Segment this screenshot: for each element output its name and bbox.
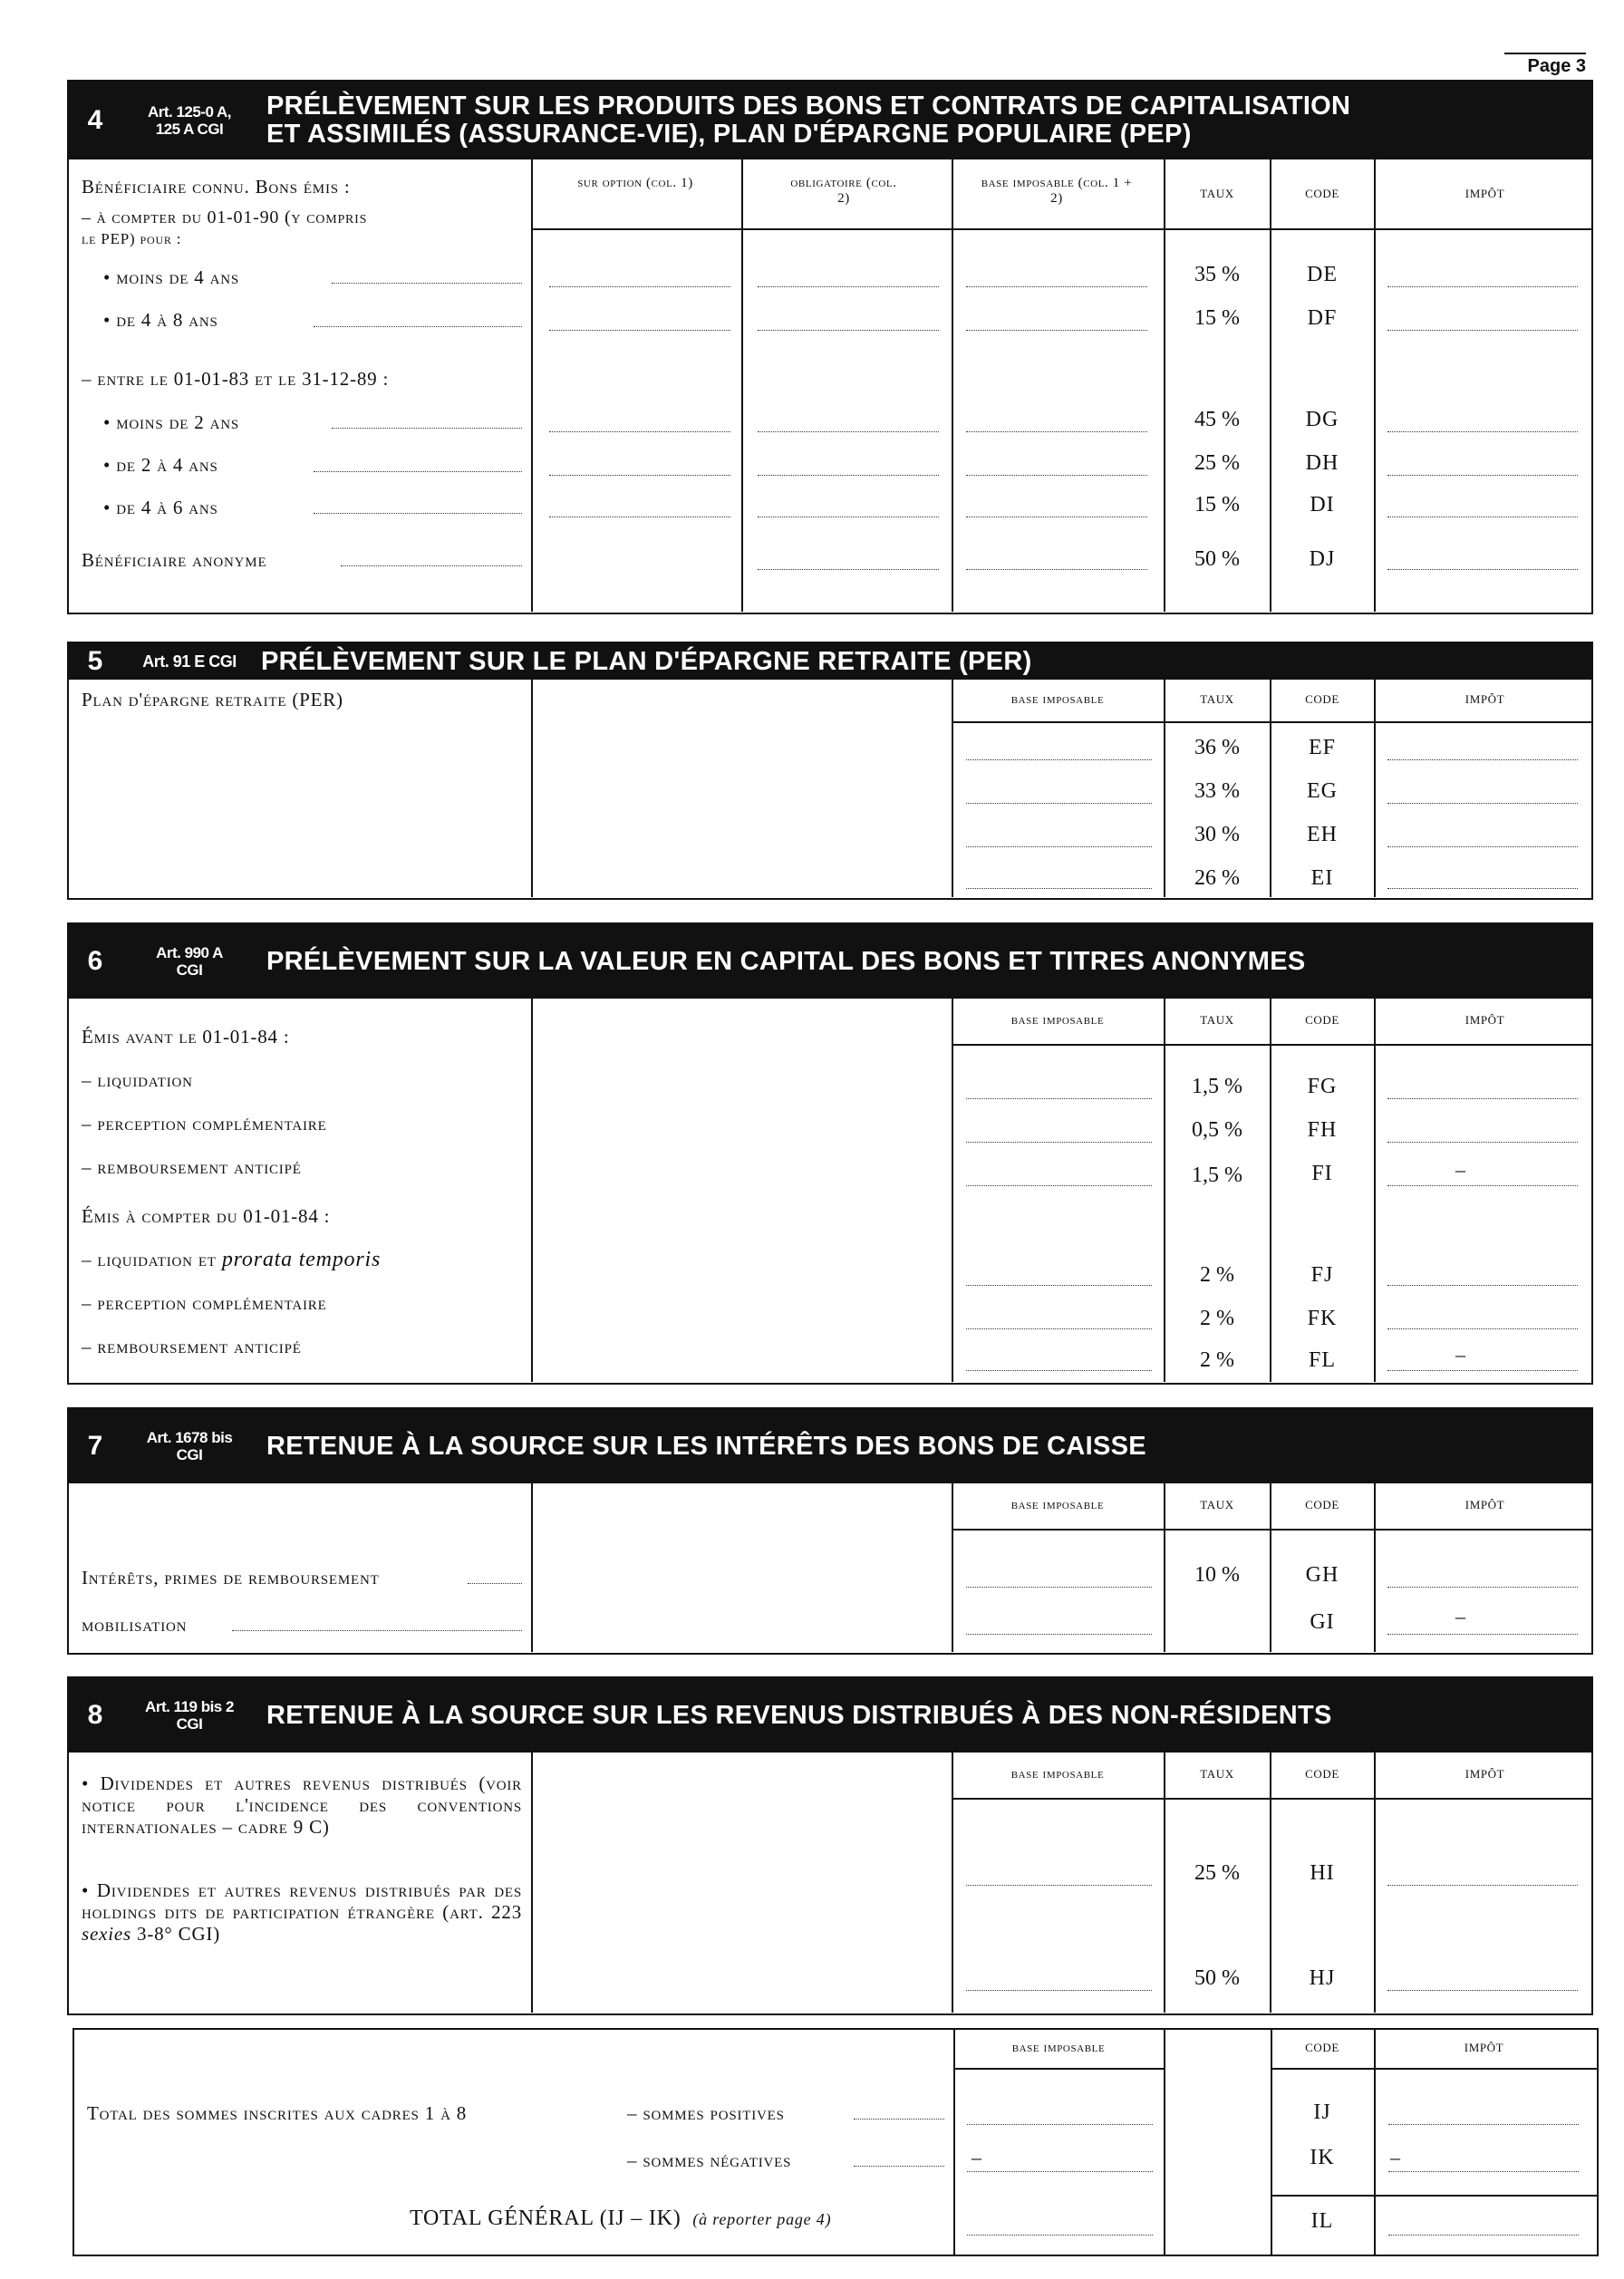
rate: 30 %	[1194, 823, 1240, 846]
rate: 1,5 %	[1192, 1075, 1242, 1098]
section-6-header	[69, 924, 1591, 999]
s6-group1: Émis avant le 01-01-84 :	[82, 1026, 290, 1048]
code: DE	[1307, 263, 1338, 286]
s7-row-label: Intérêts, primes de remboursement	[82, 1567, 380, 1589]
code: DH	[1305, 451, 1339, 475]
section-6-article-line1: Art. 990 A	[156, 944, 223, 961]
col-taux: taux	[1200, 183, 1234, 201]
section-4	[67, 80, 1593, 614]
rate: 25 %	[1194, 451, 1240, 475]
col-base-imposable: base imposable	[1010, 1498, 1105, 1512]
total-general-label: TOTAL GÉNÉRAL (IJ – IK)	[410, 2207, 682, 2230]
s5-label: Plan d'épargne retraite (PER)	[82, 689, 343, 710]
section-8	[67, 1676, 1593, 2015]
s4-row-label: • moins de 2 ans	[103, 411, 239, 433]
s8-text-2c: 3-8° CGI)	[137, 1923, 221, 1945]
s6-row-label-italic: prorata temporis	[221, 1248, 382, 1271]
section-6-number: 6	[87, 946, 103, 976]
section-5-header	[69, 643, 1591, 680]
s4-group2: – entre le 01-01-83 et le 31-12-89 :	[82, 368, 390, 390]
rate: 33 %	[1194, 779, 1240, 803]
section-4-title	[257, 92, 1350, 149]
section-6-article-line2: CGI	[176, 961, 203, 979]
s6-row-label	[82, 1249, 381, 1270]
col-taux: taux	[1200, 1763, 1234, 1782]
s6-row-label: – remboursement anticipé	[82, 1336, 302, 1357]
section-8-header	[69, 1678, 1591, 1753]
code: HI	[1310, 1861, 1335, 1885]
code: DF	[1307, 306, 1338, 330]
code: EG	[1307, 779, 1338, 803]
rate: 2 %	[1200, 1348, 1234, 1372]
rate: 35 %	[1194, 263, 1240, 286]
code: FK	[1307, 1307, 1338, 1330]
s8-text-1: • Dividendes et autres revenus distribués (voir notice pour l'incidence des conventions internationales – cadre 9 C)	[82, 1772, 522, 1838]
code: EH	[1307, 823, 1338, 846]
negative-dash: –	[1455, 1158, 1465, 1181]
code: EI	[1310, 866, 1334, 890]
rate: 25 %	[1194, 1861, 1240, 1885]
negative-dash: –	[1455, 1605, 1465, 1627]
s4-row-label: • de 2 à 4 ans	[103, 454, 218, 476]
totals-negative: – sommes négatives	[627, 2149, 792, 2171]
total-general	[410, 2207, 831, 2230]
code: FG	[1307, 1075, 1338, 1098]
s7-row-label: mobilisation	[82, 1614, 188, 1636]
totals-section	[72, 2028, 1599, 2256]
col-base-imposable: base imposable	[1010, 1767, 1105, 1782]
code: FL	[1308, 1348, 1336, 1372]
section-4-article	[121, 103, 257, 138]
section-7-article-line2: CGI	[176, 1446, 203, 1463]
section-8-article	[121, 1698, 257, 1733]
col-obligatoire: obligatoire (col. 2)	[790, 176, 897, 206]
section-5	[67, 642, 1593, 900]
s6-row-label-text: – liquidation et	[82, 1249, 217, 1270]
total-general-report: (à reporter page 4)	[692, 2210, 832, 2228]
section-4-article-line2: 125 A CGI	[155, 121, 224, 138]
totals-positive: – sommes positives	[627, 2102, 785, 2124]
section-5-number: 5	[87, 646, 103, 676]
section-7-article	[121, 1429, 257, 1463]
col-code: code	[1305, 183, 1339, 201]
code: GH	[1305, 1563, 1339, 1587]
code: DG	[1305, 408, 1339, 431]
code: FI	[1311, 1162, 1333, 1185]
section-7-number: 7	[87, 1431, 103, 1461]
col-taux: taux	[1200, 689, 1234, 707]
s6-row-label: – liquidation	[82, 1069, 193, 1091]
rate: 10 %	[1194, 1563, 1240, 1587]
s6-row-label: – remboursement anticipé	[82, 1156, 302, 1178]
rate: 15 %	[1194, 493, 1240, 517]
negative-dash: –	[972, 2146, 981, 2168]
col-impot: impôt	[1464, 183, 1505, 201]
rate: 50 %	[1194, 1966, 1240, 1990]
col-code: code	[1305, 689, 1339, 707]
section-7-article-line1: Art. 1678 bis	[146, 1429, 233, 1446]
section-7-title: RETENUE À LA SOURCE SUR LES INTÉRÊTS DES BONS DE CAISSE	[266, 1431, 1146, 1461]
s6-row-label: – perception complémentaire	[82, 1292, 327, 1314]
rate: 2 %	[1200, 1307, 1234, 1330]
col-code: code	[1305, 1763, 1339, 1782]
section-8-article-line1: Art. 119 bis 2	[145, 1698, 234, 1715]
rate: 15 %	[1194, 306, 1240, 330]
section-4-article-line1: Art. 125-0 A,	[147, 103, 232, 121]
code: IL	[1310, 2209, 1334, 2233]
col-impot: impôt	[1464, 1763, 1505, 1782]
section-8-number: 8	[87, 1700, 103, 1730]
col-taux: taux	[1200, 1494, 1234, 1512]
totals-label: Total des sommes inscrites aux cadres 1 à 8	[87, 2102, 468, 2124]
code: IJ	[1313, 2100, 1331, 2124]
col-code: code	[1305, 1009, 1339, 1028]
s4-row-label: • de 4 à 6 ans	[103, 497, 218, 518]
rate: 36 %	[1194, 736, 1240, 759]
col-base-imposable: base imposable	[1010, 1013, 1105, 1028]
s8-text-2a: • Dividendes et autres revenus distribués par des holdings dits de participation étrangère (art. 223	[82, 1879, 522, 1923]
s4-intro: Bénéficiaire connu. Bons émis :	[82, 176, 351, 198]
col-taux: taux	[1200, 1009, 1234, 1028]
s4-group1-b: le PEP) pour :	[82, 230, 182, 247]
page-number: Page 3	[1504, 53, 1586, 77]
s8-text-2-italic: sexies	[82, 1923, 131, 1945]
code: FJ	[1310, 1263, 1334, 1287]
col-base-imposable: base imposable (col. 1 + 2)	[981, 176, 1133, 206]
col-sur-option: sur option (col. 1)	[577, 176, 693, 190]
section-6-article	[121, 944, 257, 979]
col-impot: impôt	[1464, 2037, 1504, 2055]
section-7	[67, 1407, 1593, 1655]
s4-row-label: • de 4 à 8 ans	[103, 309, 218, 331]
section-4-title-line2: ET ASSIMILÉS (ASSURANCE-VIE), PLAN D'ÉPARGNE POPULAIRE (PEP)	[266, 120, 1192, 149]
col-impot: impôt	[1464, 1009, 1505, 1028]
col-impot: impôt	[1464, 1494, 1505, 1512]
code: GI	[1310, 1610, 1335, 1634]
negative-dash: –	[1455, 1343, 1465, 1366]
section-5-article: Art. 91 E CGI	[142, 652, 237, 671]
col-impot: impôt	[1464, 689, 1505, 707]
code: IK	[1310, 2146, 1335, 2169]
section-4-header	[69, 82, 1591, 159]
s4-row-label: • moins de 4 ans	[103, 266, 239, 288]
col-code: code	[1305, 2037, 1339, 2055]
s8-text-2	[82, 1879, 522, 1945]
rate: 0,5 %	[1192, 1118, 1242, 1142]
s6-row-label: – perception complémentaire	[82, 1113, 327, 1135]
negative-dash: –	[1390, 2146, 1400, 2168]
section-6-title: PRÉLÈVEMENT SUR LA VALEUR EN CAPITAL DES BONS ET TITRES ANONYMES	[266, 946, 1306, 976]
code: EF	[1308, 736, 1336, 759]
rate: 1,5 %	[1192, 1164, 1242, 1187]
code: DJ	[1309, 547, 1336, 571]
col-base-imposable: base imposable	[1011, 2041, 1106, 2055]
col-code: code	[1305, 1494, 1339, 1512]
section-5-title: PRÉLÈVEMENT SUR LE PLAN D'ÉPARGNE RETRAITE (PER)	[261, 646, 1032, 676]
section-4-number: 4	[87, 105, 103, 135]
s6-group2: Émis à compter du 01-01-84 :	[82, 1205, 331, 1227]
rate: 45 %	[1194, 408, 1240, 431]
s4-group1-a: – à compter du 01-01-90 (y compris	[82, 208, 368, 227]
rate: 26 %	[1194, 866, 1240, 890]
section-4-title-line1: PRÉLÈVEMENT SUR LES PRODUITS DES BONS ET CONTRATS DE CAPITALISATION	[266, 92, 1351, 121]
section-8-article-line2: CGI	[176, 1715, 203, 1733]
code: FH	[1307, 1118, 1338, 1142]
col-base-imposable: base imposable	[1010, 692, 1105, 707]
code: DI	[1310, 493, 1335, 517]
s4-anonymous: Bénéficiaire anonyme	[82, 549, 267, 571]
code: HJ	[1309, 1966, 1336, 1990]
section-8-title: RETENUE À LA SOURCE SUR LES REVENUS DISTRIBUÉS À DES NON-RÉSIDENTS	[266, 1700, 1332, 1730]
rate: 50 %	[1194, 547, 1240, 571]
section-6	[67, 922, 1593, 1385]
rate: 2 %	[1200, 1263, 1234, 1287]
section-7-header	[69, 1409, 1591, 1483]
